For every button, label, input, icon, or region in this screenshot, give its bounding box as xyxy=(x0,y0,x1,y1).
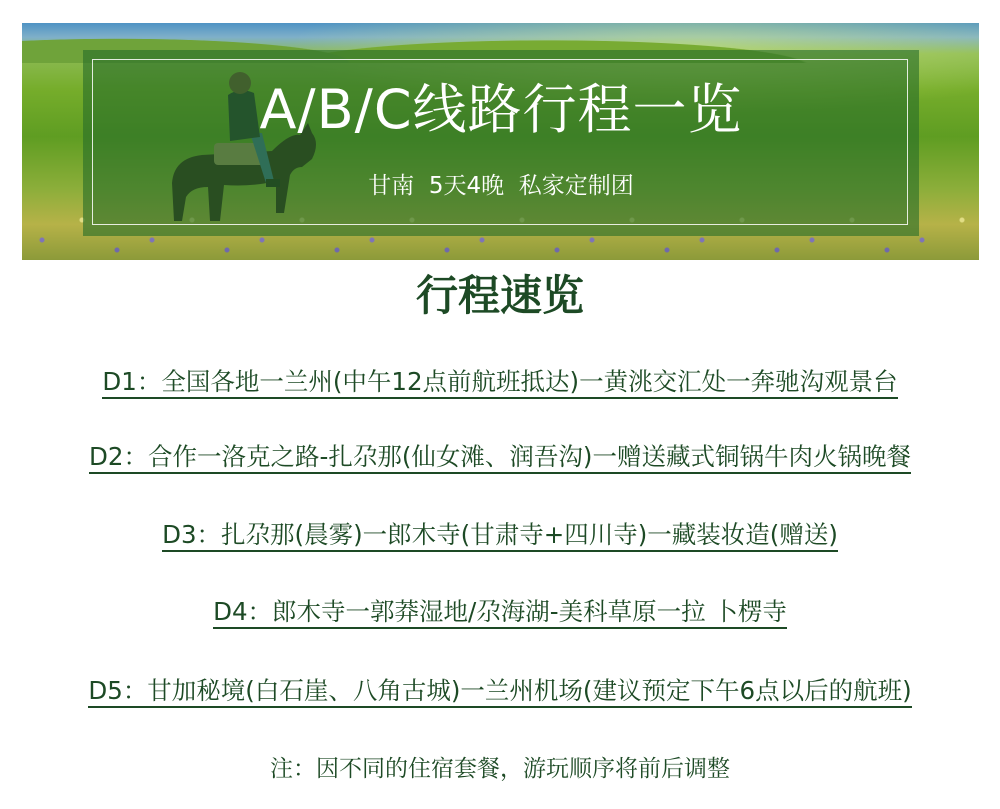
banner-title: A/B/C线路行程一览 xyxy=(259,78,743,141)
banner-subtitle: 甘南 5天4晚 私家定制团 xyxy=(368,173,634,199)
itinerary-day-2-text: D2：合作一洛克之路-扎尕那(仙女滩、润吾沟)一赠送藏式铜锅牛肉火锅晚餐 xyxy=(89,442,911,474)
itinerary-day-3-text: D3：扎尕那(晨雾)一郎木寺(甘肃寺+四川寺)一藏装妆造(赠送) xyxy=(162,520,838,552)
itinerary-day-3 xyxy=(0,517,1000,553)
header-banner xyxy=(22,23,979,260)
itinerary-day-5-text: D5：甘加秘境(白石崖、八角古城)一兰州机场(建议预定下午6点以后的航班) xyxy=(88,676,911,708)
itinerary-day-2 xyxy=(0,439,1000,475)
itinerary-day-1-text: D1：全国各地一兰州(中午12点前航班抵达)一黄洮交汇处一奔驰沟观景台 xyxy=(102,367,897,399)
itinerary-day-4-text: D4：郎木寺一郭莽湿地/尕海湖-美科草原一拉 卜楞寺 xyxy=(213,597,787,629)
section-title: 行程速览 xyxy=(415,271,584,320)
itinerary-day-1 xyxy=(0,364,1000,400)
itinerary-note: 注：因不同的住宿套餐，游玩顺序将前后调整 xyxy=(270,756,730,782)
itinerary-day-5 xyxy=(0,673,1000,709)
itinerary-day-4 xyxy=(0,594,1000,630)
